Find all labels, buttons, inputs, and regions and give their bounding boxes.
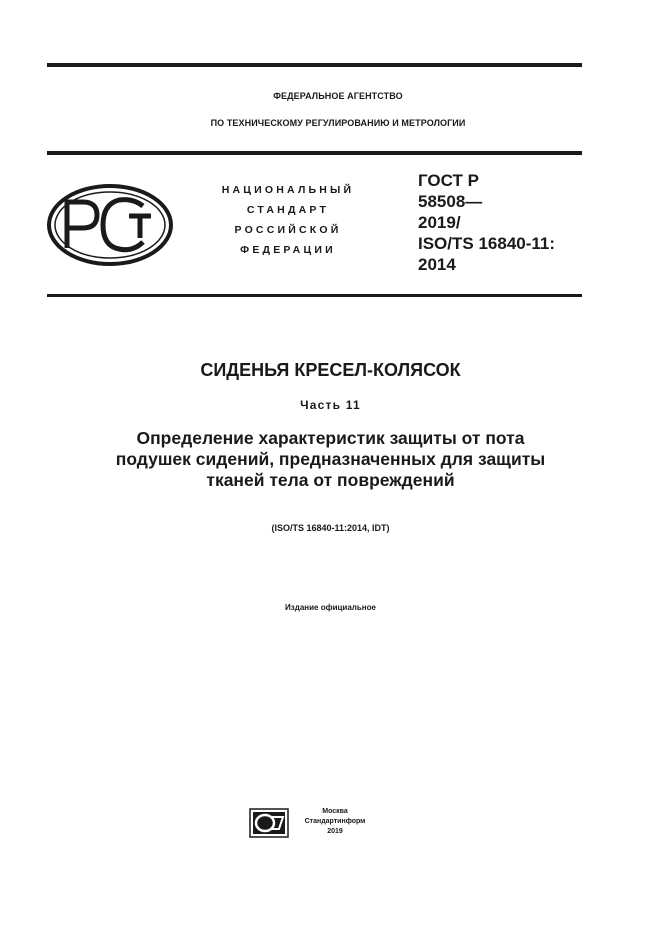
block-rule [47, 294, 582, 297]
designation-line-5: 2014 [418, 255, 456, 274]
iso-reference: (ISO/TS 16840-11:2014, IDT) [271, 523, 390, 533]
edition-label: Издание официальное [285, 603, 376, 612]
publisher-year: 2019 [327, 828, 343, 835]
part-label: Часть 11 [300, 398, 361, 412]
gost-r-certification-logo-icon [47, 182, 175, 268]
national-line-3: РОССИЙСКОЙ [234, 224, 342, 236]
designation-line-4: ISO/TS 16840-11: [418, 234, 556, 253]
header-rule [47, 151, 582, 155]
national-line-2: СТАНДАРТ [246, 204, 330, 216]
designation-line-2: 58508— [418, 192, 483, 211]
national-line-4: ФЕДЕРАЦИИ [240, 244, 336, 256]
subtitle-line-2: подушек сидений, предназначенных для защиты [115, 449, 546, 469]
publisher-name: Стандартинформ [304, 818, 366, 825]
subtitle-line-1: Определение характеристик защиты от пота [136, 428, 525, 448]
publisher-info [290, 807, 380, 837]
national-line-1: НАЦИОНАЛЬНЫЙ [221, 184, 355, 196]
publisher-city: Москва [322, 808, 348, 815]
top-rule [47, 63, 582, 67]
agency-line-2: ПО ТЕХНИЧЕСКОМУ РЕГУЛИРОВАНИЮ И МЕТРОЛОГИИ [210, 118, 466, 128]
subtitle [0, 428, 661, 491]
standard-designation [418, 170, 555, 275]
subtitle-line-3: тканей тела от повреждений [206, 470, 455, 490]
agency-line-1: ФЕДЕРАЛЬНОЕ АГЕНТСТВО [273, 91, 403, 101]
document-title: СИДЕНЬЯ КРЕСЕЛ-КОЛЯСОК [200, 360, 461, 380]
standartinform-logo-icon [249, 808, 289, 838]
designation-line-3: 2019/ [418, 213, 461, 232]
designation-line-1: ГОСТ Р [418, 171, 479, 190]
